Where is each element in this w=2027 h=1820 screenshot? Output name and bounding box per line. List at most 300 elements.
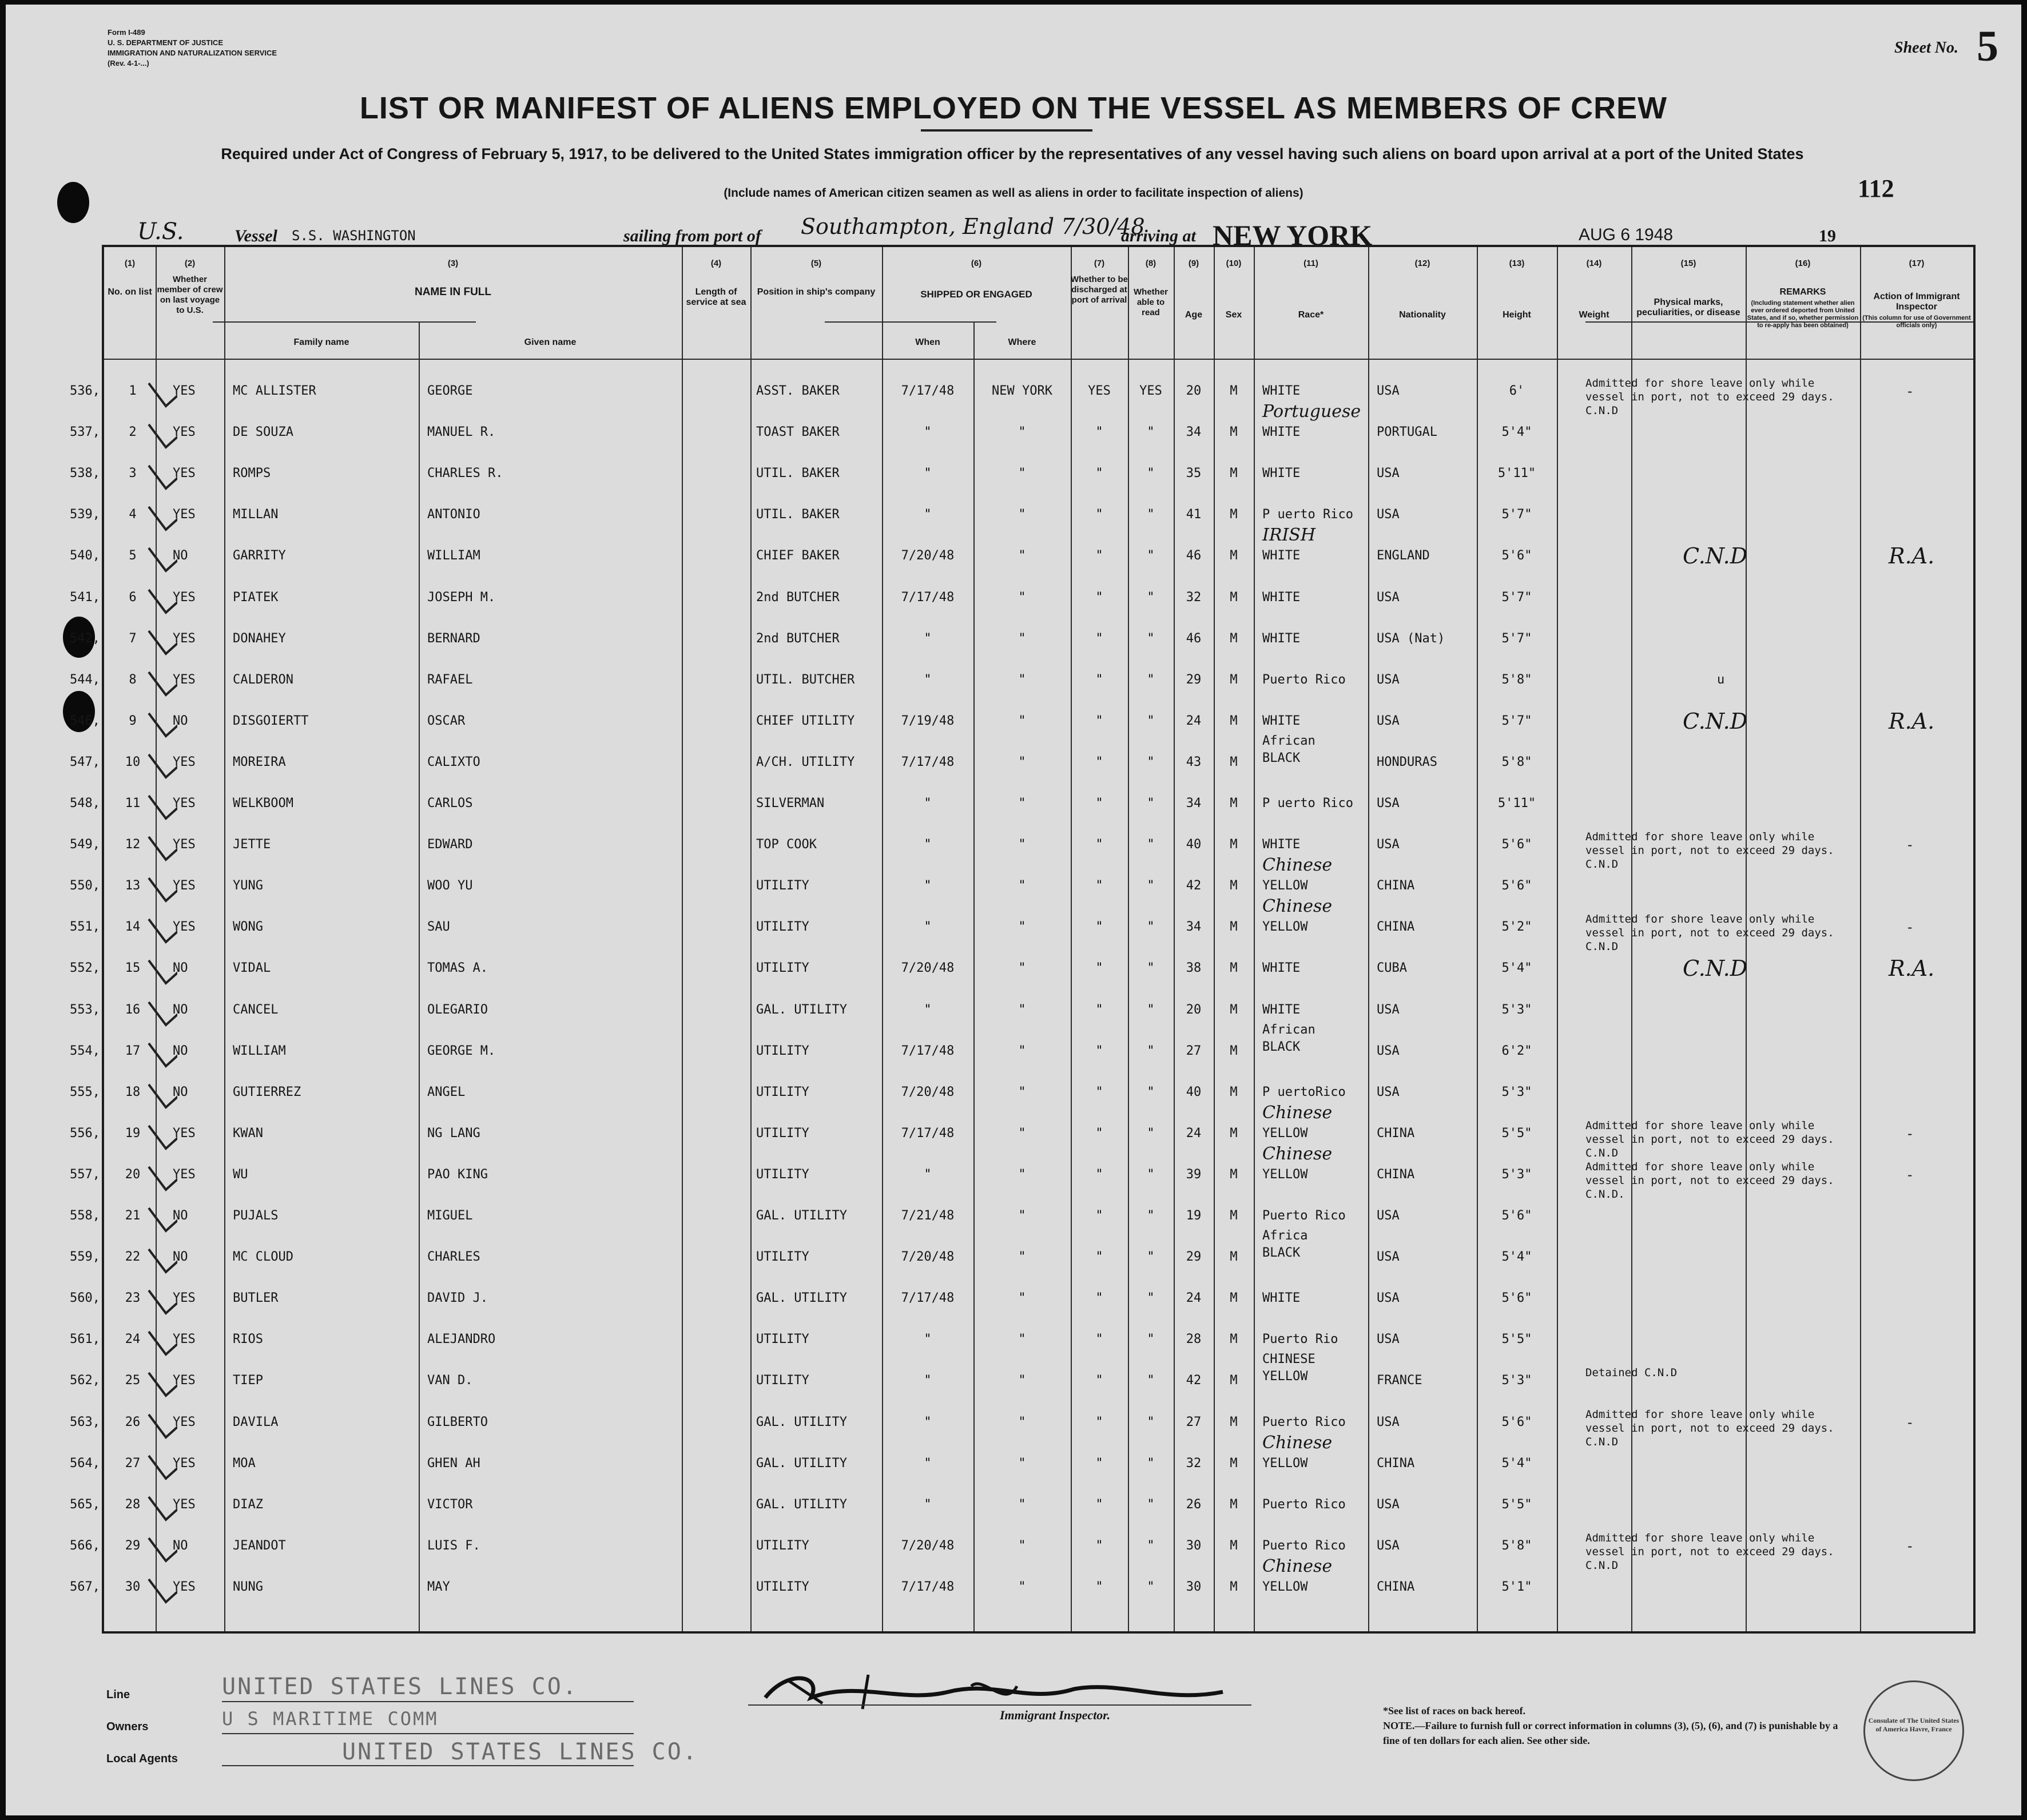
shipped-when: 7/17/48 (901, 1043, 955, 1058)
able-to-read: " (1147, 631, 1155, 646)
sheet-number: 5 (1977, 22, 1998, 70)
row-number: 19 (125, 1126, 141, 1141)
discharged: " (1095, 1250, 1103, 1265)
shipped-where: " (1018, 1456, 1026, 1471)
line-number: 562, (70, 1373, 100, 1388)
line-number: 550, (70, 879, 100, 893)
sailing-port: Southampton, England 7/30/48 (801, 214, 1145, 239)
given-name: GHEN AH (427, 1456, 480, 1471)
nationality: PORTUGAL (1377, 425, 1437, 440)
discharged: " (1095, 425, 1103, 440)
given-name: GEORGE (427, 384, 473, 398)
sex: M (1230, 1332, 1238, 1347)
given-name: JOSEPH M. (427, 590, 496, 605)
line-number: 559, (70, 1250, 100, 1265)
race: YELLOW (1262, 1579, 1308, 1594)
shipped-where: " (1018, 425, 1026, 440)
page-title: LIST OR MANIFEST OF ALIENS EMPLOYED ON THE VESSEL AS MEMBERS OF CREW (359, 91, 1668, 125)
given-name: CARLOS (427, 796, 473, 810)
row-number: 25 (125, 1373, 141, 1388)
position: GAL. UTILITY (756, 1497, 847, 1512)
header-age: Age (1185, 310, 1203, 320)
age: 20 (1186, 1002, 1202, 1017)
race: YELLOW (1262, 920, 1308, 935)
discharged: " (1095, 796, 1103, 810)
shipped-when: " (924, 837, 932, 852)
shipped-when: 7/19/48 (901, 713, 955, 728)
nationality: USA (1377, 1250, 1400, 1265)
discharged: " (1095, 713, 1103, 728)
family-name: WILLIAM (233, 1043, 286, 1058)
discharged: YES (1088, 384, 1111, 398)
row-number: 3 (129, 466, 137, 481)
position: SILVERMAN (756, 796, 825, 810)
family-name: MC ALLISTER (233, 384, 316, 398)
age: 35 (1186, 466, 1202, 481)
owners-label: Owners (106, 1720, 149, 1733)
shipped-where: " (1018, 590, 1026, 605)
line-number: 549, (70, 837, 100, 852)
line-number: 546, (70, 713, 100, 728)
shipped-when: 7/17/48 (901, 384, 955, 398)
form-block: Form I-489 U. S. DEPARTMENT OF JUSTICE IMMIGRATION AND NATURALIZATION SERVICE (Rev. 4-1-...) (108, 28, 277, 67)
row-number: 6 (129, 590, 137, 605)
member-last-voyage: NO (173, 1209, 188, 1223)
family-name: KWAN (233, 1126, 263, 1141)
given-name: PAO KING (427, 1167, 488, 1182)
shipped-where: " (1018, 1332, 1026, 1347)
height: 5'8" (1501, 754, 1532, 769)
height: 5'7" (1501, 713, 1532, 728)
family-name: PUJALS (233, 1209, 279, 1223)
shipped-when: " (924, 1002, 932, 1017)
discharged: " (1095, 1043, 1103, 1058)
discharged: " (1095, 879, 1103, 893)
race-handwritten: Chinese (1262, 855, 1333, 876)
height: 5'5" (1501, 1126, 1532, 1141)
sex: M (1230, 549, 1238, 563)
remarks-note: Admitted for shore leave only while vessel in port, not to exceed 29 days. C.N.D (1585, 377, 1834, 417)
member-last-voyage: YES (173, 466, 196, 481)
sex: M (1230, 1456, 1238, 1471)
sex: M (1230, 384, 1238, 398)
age: 24 (1186, 1126, 1202, 1141)
nationality: USA (1377, 1002, 1400, 1017)
position: GAL. UTILITY (756, 1291, 847, 1306)
race: WHITE (1262, 466, 1301, 481)
line-number: 544, (70, 672, 100, 687)
shipped-where: " (1018, 1414, 1026, 1429)
race: Puerto Rio (1262, 1332, 1338, 1347)
nationality: FRANCE (1377, 1373, 1422, 1388)
able-to-read: " (1147, 590, 1155, 605)
table-row (70, 1525, 1973, 1572)
sex: M (1230, 672, 1238, 687)
family-name: MOA (233, 1456, 256, 1471)
position: UTILITY (756, 1167, 809, 1182)
nationality: USA (1377, 1497, 1400, 1512)
discharged: " (1095, 1414, 1103, 1429)
inspector-action: - (1906, 383, 1914, 399)
shipped-where: NEW YORK (992, 384, 1052, 398)
table-row (70, 990, 1973, 1031)
position: UTILITY (756, 879, 809, 893)
race: YELLOW (1262, 879, 1308, 893)
age: 34 (1186, 920, 1202, 935)
remarks-mark: u (1717, 672, 1725, 687)
height: 5'5" (1501, 1332, 1532, 1347)
shipped-where: " (1018, 1250, 1026, 1265)
line-number: 553, (70, 1002, 100, 1017)
table-row (70, 1352, 1973, 1401)
table-row (70, 855, 1973, 907)
header-action-note: (This column for use of Government officials only) (1862, 315, 1971, 329)
family-name: CANCEL (233, 1002, 279, 1017)
height: 5'6" (1501, 837, 1532, 852)
member-last-voyage: YES (173, 631, 196, 646)
shipped-where: " (1018, 1002, 1026, 1017)
shipped-where: " (1018, 837, 1026, 852)
sex: M (1230, 1291, 1238, 1306)
sheet-label: Sheet No. (1894, 39, 1958, 57)
shipped-when: " (924, 1497, 932, 1512)
shipped-where: " (1018, 1126, 1026, 1141)
member-last-voyage: NO (173, 549, 188, 563)
shipped-when: 7/17/48 (901, 1291, 955, 1306)
shipped-where: " (1018, 1209, 1026, 1223)
header-name-in-full: NAME IN FULL (414, 286, 492, 298)
row-number: 11 (125, 796, 141, 810)
family-name: TIEP (233, 1373, 263, 1388)
age: 39 (1186, 1167, 1202, 1182)
family-name: YUNG (233, 879, 263, 893)
sex: M (1230, 1209, 1238, 1223)
shipped-where: " (1018, 713, 1026, 728)
able-to-read: " (1147, 920, 1155, 935)
agents-label: Local Agents (106, 1753, 178, 1765)
header-nationality: Nationality (1399, 310, 1446, 320)
height: 5'7" (1501, 507, 1532, 522)
remarks-initials: C.N.D (1683, 956, 1748, 981)
remarks-note: Admitted for shore leave only while vessel in port, not to exceed 29 days. C.N.D (1585, 1531, 1834, 1572)
height: 5'6" (1501, 1209, 1532, 1223)
position: UTILITY (756, 1126, 809, 1141)
able-to-read: " (1147, 672, 1155, 687)
sex: M (1230, 713, 1238, 728)
nationality: USA (1377, 507, 1400, 522)
age: 20 (1186, 384, 1202, 398)
member-last-voyage: NO (173, 1002, 188, 1017)
header-member-last-voyage: Whether member of crew on last voyage to U.S. (157, 275, 223, 315)
nationality: HONDURAS (1377, 754, 1437, 769)
inspector-action: - (1906, 1166, 1914, 1183)
position: GAL. UTILITY (756, 1209, 847, 1223)
line-number: 566, (70, 1538, 100, 1553)
age: 19 (1186, 1209, 1202, 1223)
position: UTILITY (756, 1579, 809, 1594)
family-name: DONAHEY (233, 631, 286, 646)
height: 5'11" (1497, 796, 1536, 810)
inspector-signature (754, 1663, 1257, 1715)
row-number: 1 (129, 384, 137, 398)
discharged: " (1095, 1538, 1103, 1553)
line-number: 561, (70, 1332, 100, 1347)
able-to-read: " (1147, 1332, 1155, 1347)
shipped-where: " (1018, 754, 1026, 769)
family-name: GARRITY (233, 549, 286, 563)
row-number: 4 (129, 507, 137, 522)
nationality: CHINA (1377, 1167, 1415, 1182)
header-race: Race* (1298, 310, 1324, 320)
sex: M (1230, 631, 1238, 646)
able-to-read: " (1147, 754, 1155, 769)
height: 5'3" (1501, 1373, 1532, 1388)
position: UTILITY (756, 1084, 809, 1099)
inspector-action: - (1906, 1414, 1914, 1430)
race: P uerto Rico (1262, 796, 1353, 810)
sex: M (1230, 879, 1238, 893)
inspector-action: R.A. (1889, 708, 1935, 734)
us-mark: U.S. (137, 218, 184, 245)
sex: M (1230, 1497, 1238, 1512)
race-note: CHINESE (1262, 1352, 1315, 1367)
member-last-voyage: YES (173, 425, 196, 440)
header-height: Height (1503, 310, 1531, 320)
header-where: Where (1008, 337, 1036, 347)
sex: M (1230, 425, 1238, 440)
position: UTILITY (756, 920, 809, 935)
age: 32 (1186, 590, 1202, 605)
given-name: LUIS F. (427, 1538, 480, 1553)
race-note: African (1262, 733, 1315, 748)
height: 5'6" (1501, 1291, 1532, 1306)
nationality: USA (1377, 1209, 1400, 1223)
line-number: 538, (70, 466, 100, 481)
given-name: NG LANG (427, 1126, 480, 1141)
manifest-footer (102, 1640, 1971, 1812)
arriving-label: arriving at (1121, 226, 1196, 245)
table-row (70, 659, 1973, 701)
table-row (70, 733, 1973, 783)
race: WHITE (1262, 549, 1301, 563)
table-row (70, 701, 1973, 742)
age: 34 (1186, 796, 1202, 810)
height: 5'4" (1501, 1250, 1532, 1265)
line-number: 560, (70, 1291, 100, 1306)
shipped-when: 7/20/48 (901, 961, 955, 976)
given-name: BERNARD (427, 631, 480, 646)
position: 2nd BUTCHER (756, 631, 840, 646)
given-name: VAN D. (427, 1373, 473, 1388)
header-position: Position in ship's company (757, 287, 876, 297)
position: 2nd BUTCHER (756, 590, 840, 605)
able-to-read: " (1147, 466, 1155, 481)
race: P uertoRico (1262, 1084, 1346, 1099)
height: 5'2" (1501, 920, 1532, 935)
line-label: Line (106, 1688, 130, 1701)
family-name: WU (233, 1167, 248, 1182)
nationality: USA (1377, 590, 1400, 605)
nationality: USA (1377, 672, 1400, 687)
table-row (70, 577, 1973, 618)
race-handwritten: Chinese (1262, 1143, 1333, 1164)
header-family-name: Family name (293, 337, 349, 347)
able-to-read: " (1147, 1126, 1155, 1141)
inspector-action: - (1906, 837, 1914, 853)
nationality: CHINA (1377, 920, 1415, 935)
race: WHITE (1262, 590, 1301, 605)
discharged: " (1095, 1497, 1103, 1512)
shipped-where: " (1018, 796, 1026, 810)
header-remarks-note: (Including statement whether alien ever ordered deported from United States, and if so, whether permission to re-apply has been obtained) (1747, 300, 1859, 329)
able-to-read: " (1147, 1579, 1155, 1594)
given-name: MANUEL R. (427, 425, 496, 440)
shipped-when: 7/17/48 (901, 754, 955, 769)
shipped-where: " (1018, 466, 1026, 481)
nationality: USA (1377, 1291, 1400, 1306)
discharged: " (1095, 1373, 1103, 1388)
line-number: 554, (70, 1043, 100, 1058)
family-name: BUTLER (233, 1291, 279, 1306)
family-name: NUNG (233, 1579, 263, 1594)
line-number: 557, (70, 1167, 100, 1182)
shipped-when: " (924, 631, 932, 646)
race-handwritten: IRISH (1262, 525, 1316, 546)
shipped-where: " (1018, 1167, 1026, 1182)
able-to-read: " (1147, 1043, 1155, 1058)
member-last-voyage: YES (173, 1167, 196, 1182)
given-name: DAVID J. (427, 1291, 488, 1306)
discharged: " (1095, 1456, 1103, 1471)
remarks-note: Admitted for shore leave only while vessel in port, not to exceed 29 days. C.N.D (1585, 830, 1834, 871)
table-row (70, 1072, 1973, 1113)
given-name: CHARLES R. (427, 466, 503, 481)
position: UTIL. BUTCHER (756, 672, 855, 687)
sex: M (1230, 1126, 1238, 1141)
nationality: USA (Nat) (1377, 631, 1445, 646)
position: UTILITY (756, 1043, 809, 1058)
table-row (70, 1143, 1973, 1201)
race: WHITE (1262, 713, 1301, 728)
able-to-read: " (1147, 961, 1155, 976)
member-last-voyage: YES (173, 920, 196, 935)
race-handwritten: Chinese (1262, 1102, 1333, 1123)
able-to-read: " (1147, 1084, 1155, 1099)
line-number: 547, (70, 754, 100, 769)
table-row (70, 1319, 1973, 1360)
family-name: WELKBOOM (233, 796, 293, 810)
shipped-when: " (924, 672, 932, 687)
line-number: 563, (70, 1414, 100, 1429)
row-number: 20 (125, 1167, 141, 1182)
height: 5'6" (1501, 1414, 1532, 1429)
shipped-when: 7/20/48 (901, 1084, 955, 1099)
row-number: 23 (125, 1291, 141, 1306)
able-to-read: YES (1139, 384, 1162, 398)
row-number: 8 (129, 672, 137, 687)
shipped-when: " (924, 1373, 932, 1388)
race-handwritten: Chinese (1262, 1432, 1333, 1453)
row-number: 18 (125, 1084, 141, 1099)
member-last-voyage: YES (173, 754, 196, 769)
able-to-read: " (1147, 713, 1155, 728)
sailing-label: sailing from port of (623, 226, 761, 245)
height: 5'8" (1501, 672, 1532, 687)
sex: M (1230, 1250, 1238, 1265)
discharged: " (1095, 920, 1103, 935)
shipped-where: " (1018, 1291, 1026, 1306)
discharged: " (1095, 507, 1103, 522)
row-number: 26 (125, 1414, 141, 1429)
given-name: CHARLES (427, 1250, 480, 1265)
given-name: VICTOR (427, 1497, 473, 1512)
age: 46 (1186, 631, 1202, 646)
height: 5'4" (1501, 425, 1532, 440)
able-to-read: " (1147, 1538, 1155, 1553)
row-number: 30 (125, 1579, 141, 1594)
age: 30 (1186, 1538, 1202, 1553)
discharged: " (1095, 466, 1103, 481)
header-sex: Sex (1225, 310, 1242, 320)
sex: M (1230, 1002, 1238, 1017)
age: 43 (1186, 754, 1202, 769)
given-name: ANTONIO (427, 507, 480, 522)
row-number: 14 (125, 920, 141, 935)
shipped-where: " (1018, 920, 1026, 935)
race: WHITE (1262, 1291, 1301, 1306)
row-number: 7 (129, 631, 137, 646)
race: YELLOW (1262, 1456, 1308, 1471)
title-underline (921, 129, 1092, 132)
shipped-where: " (1018, 631, 1026, 646)
discharged: " (1095, 549, 1103, 563)
shipped-where: " (1018, 1497, 1026, 1512)
able-to-read: " (1147, 1456, 1155, 1471)
position: UTIL. BAKER (756, 466, 840, 481)
given-name: RAFAEL (427, 672, 473, 687)
row-number: 28 (125, 1497, 141, 1512)
race: YELLOW (1262, 1167, 1308, 1182)
race: Puerto Rico (1262, 1538, 1346, 1553)
header-able-to-read: Whether able to read (1134, 287, 1168, 317)
position: GAL. UTILITY (756, 1456, 847, 1471)
race: WHITE (1262, 384, 1301, 398)
given-name: GILBERTO (427, 1414, 488, 1429)
row-number: 13 (125, 879, 141, 893)
member-last-voyage: NO (173, 961, 188, 976)
header-action-inspector: Action of Immigrant Inspector (1873, 292, 1960, 312)
line-number: 542, (70, 631, 100, 646)
given-name: MAY (427, 1579, 450, 1594)
race: BLACK (1262, 750, 1301, 765)
position: CHIEF BAKER (756, 549, 840, 563)
manifest-page (6, 5, 2021, 1815)
race: Puerto Rico (1262, 1497, 1346, 1512)
shipped-when: " (924, 1414, 932, 1429)
race: WHITE (1262, 961, 1301, 976)
height: 6' (1509, 384, 1525, 398)
age: 27 (1186, 1414, 1202, 1429)
row-number: 2 (129, 425, 137, 440)
member-last-voyage: YES (173, 796, 196, 810)
position: UTILITY (756, 1250, 809, 1265)
discharged: " (1095, 672, 1103, 687)
member-last-voyage: NO (173, 713, 188, 728)
table-row (70, 1402, 1973, 1448)
race: YELLOW (1262, 1369, 1308, 1384)
position: TOP COOK (756, 837, 817, 852)
table-row (70, 371, 1973, 417)
